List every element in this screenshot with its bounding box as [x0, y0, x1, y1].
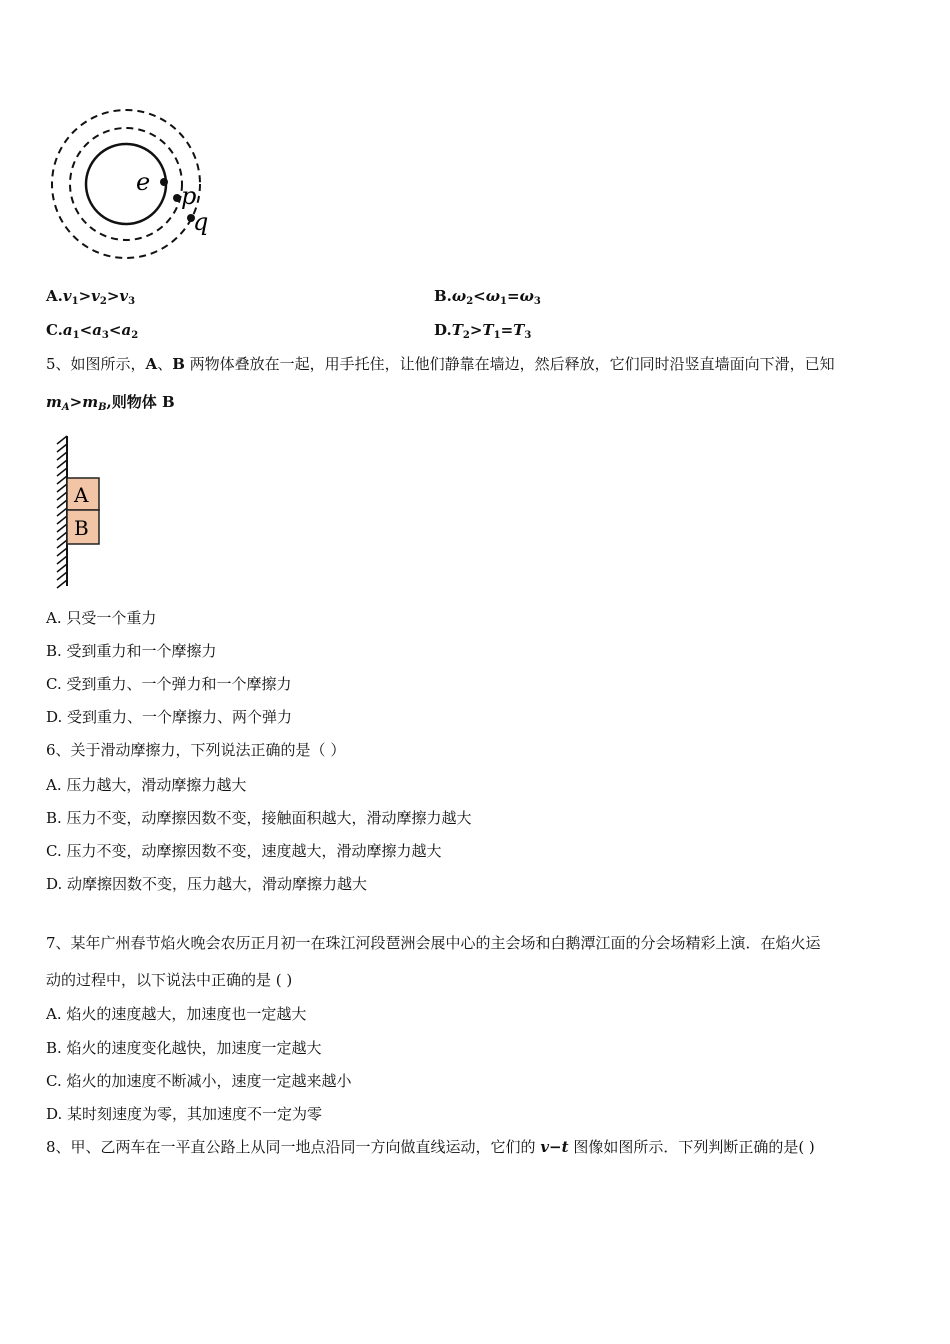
q5-option-b: B. 受到重力和一个摩擦力 — [46, 642, 217, 660]
q6-option-d: D. 动摩擦因数不变，压力越大，滑动摩擦力越大 — [46, 875, 368, 893]
point-p — [173, 194, 181, 202]
q7-option-b: B. 焰火的速度变化越快，加速度一定越大 — [46, 1039, 322, 1057]
q4-option-a: $A.v_1>v_2>v_3$ — [46, 287, 136, 307]
q6-option-b: B. 压力不变，动摩擦因数不变，接触面积越大，滑动摩擦力越大 — [46, 809, 472, 827]
q5-option-c: C. 受到重力、一个弹力和一个摩擦力 — [46, 675, 292, 693]
q4-option-d: $D.T_2>T_1=T_3$ — [434, 321, 532, 341]
q5-stem-line1: 5、如图所示，A、B 两物体叠放在一起，用手托住，让他们静靠在墙边，然后释放，它们同时沿竖直墙面向下滑，已知 — [46, 355, 835, 373]
point-e — [160, 178, 168, 186]
q6-stem: 6、关于滑动摩擦力，下列说法正确的是（ ） — [46, 741, 346, 759]
q7-stem-line1: 7、某年广州春节焰火晚会农历正月初一在珠江河段琶洲会展中心的主会场和白鹅潭江面的分会场精彩上演．在焰火运 — [46, 934, 821, 952]
label-p: p — [181, 182, 197, 210]
wall-blocks-diagram — [50, 436, 130, 596]
block-a-label: A — [74, 483, 89, 507]
q7-stem-line2: 动的过程中，以下说法中正确的是 ( ) — [46, 971, 293, 989]
orbit-inner — [86, 144, 166, 224]
label-e: e — [136, 168, 151, 196]
q4-option-b: $B.\omega_2<\omega_1=\omega_3$ — [434, 287, 541, 307]
q6-option-c: C. 压力不变，动摩擦因数不变，速度越大，滑动摩擦力越大 — [46, 842, 442, 860]
q5-option-d: D. 受到重力、一个摩擦力、两个弹力 — [46, 708, 293, 726]
q7-option-a: A. 焰火的速度越大，加速度也一定越大 — [46, 1005, 307, 1023]
q5-stem-line2: $m_A>m_B$,则物体 B — [46, 393, 175, 413]
q6-option-a: A. 压力越大，滑动摩擦力越大 — [46, 776, 247, 794]
q5-option-a: A. 只受一个重力 — [46, 609, 157, 627]
q4-option-c: $C.a_1<a_3<a_2$ — [46, 321, 139, 341]
q7-option-c: C. 焰火的加速度不断减小，速度一定越来越小 — [46, 1072, 352, 1090]
orbit-outer — [52, 110, 200, 258]
q8-stem: 8、甲、乙两车在一平直公路上从同一地点沿同一方向做直线运动，它们的 v−t 图像如图所示．下列判断正确的是( ) — [46, 1138, 815, 1156]
q7-option-d: D. 某时刻速度为零，其加速度不一定为零 — [46, 1105, 323, 1123]
wall-hatching — [57, 436, 67, 588]
label-q: q — [193, 208, 209, 236]
block-b-label: B — [74, 516, 89, 540]
